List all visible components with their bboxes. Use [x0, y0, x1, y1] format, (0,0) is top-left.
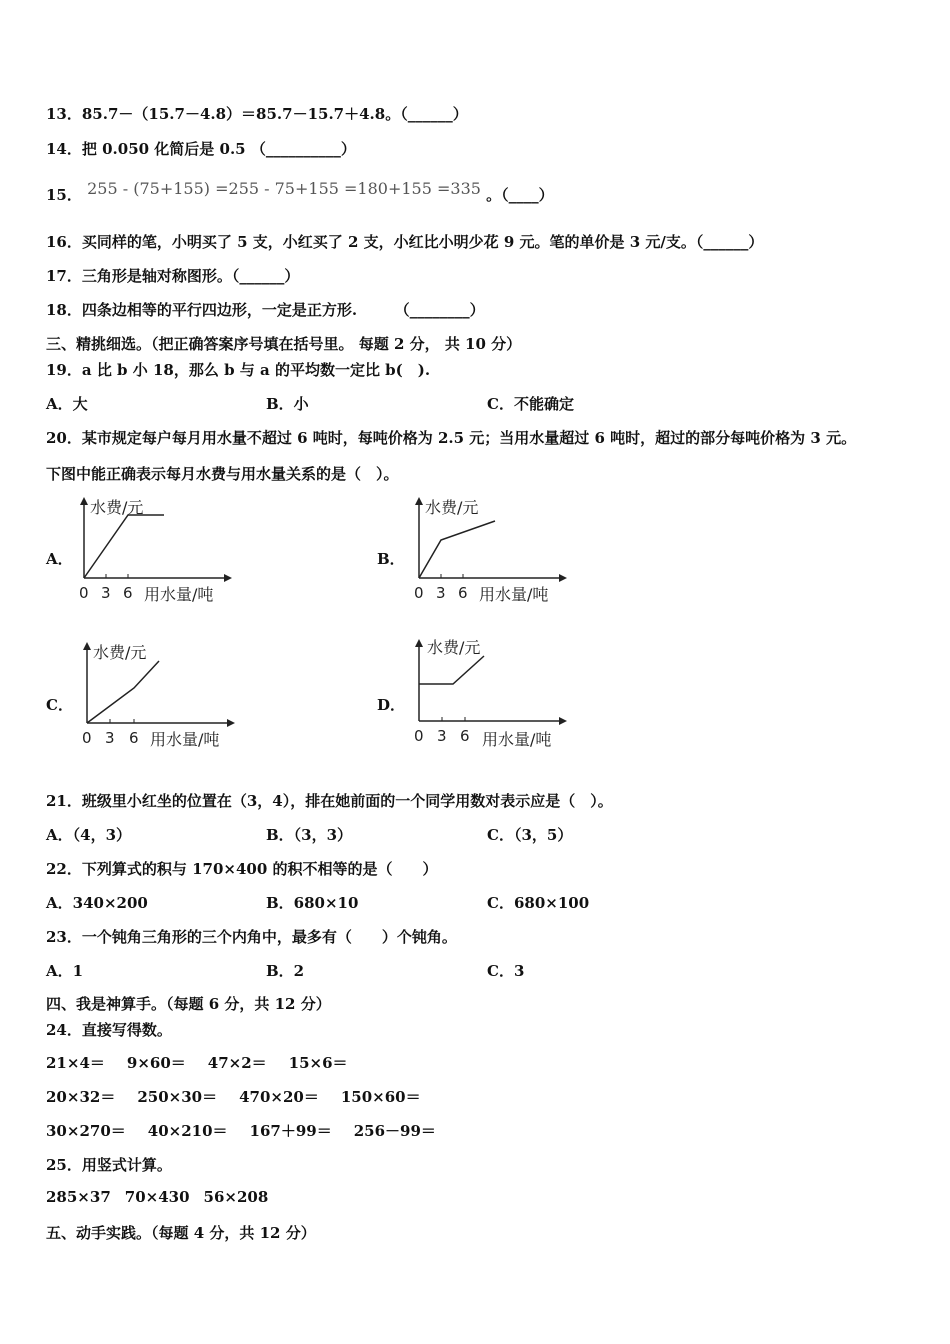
- question-20-stem-line-2: 下图中能正确表示每月水费与用水量关系的是（ ）。: [46, 465, 399, 483]
- calc-item: 47×2＝: [207, 1054, 267, 1072]
- graph-b-tick-3: 3: [436, 584, 446, 602]
- question-15-number: 15．: [46, 186, 82, 204]
- graph-b-tick-0: 0: [414, 584, 424, 602]
- question-22-option-c: C．680×100: [487, 894, 590, 912]
- calc-item: 250×30＝: [137, 1088, 218, 1106]
- question-23-option-b: B．2: [266, 962, 305, 980]
- section-5-heading: 五、动手实践。（每题 4 分，共 12 分）: [46, 1224, 316, 1242]
- calc-item: 40×210＝: [147, 1122, 228, 1140]
- question-19-option-b: B．小: [266, 395, 309, 413]
- question-21-option-b: B．（3，3）: [266, 826, 353, 844]
- question-23-stem: 23．一个钝角三角形的三个内角中，最多有（ ）个钝角。: [46, 928, 457, 946]
- question-19-option-c: C．不能确定: [487, 395, 574, 413]
- question-17: 17．三角形是轴对称图形。（______）: [46, 267, 300, 285]
- section-3-heading: 三、精挑细选。（把正确答案序号填在括号里。 每题 2 分， 共 10 分）: [46, 335, 522, 353]
- calc-item: 30×270＝: [46, 1122, 126, 1140]
- question-19-stem: 19．a 比 b 小 18，那么 b 与 a 的平均数一定比 b( ).: [46, 361, 431, 379]
- question-22-option-a: A．340×200: [46, 894, 148, 912]
- question-22-stem: 22．下列算式的积与 170×400 的积不相等的是（ ）: [46, 860, 438, 878]
- question-15-blank: 。（____）: [486, 186, 554, 204]
- question-24-row-2: [46, 1086, 443, 1107]
- calc-item: 167＋99＝: [249, 1122, 332, 1140]
- calc-item: 20×32＝: [46, 1088, 116, 1106]
- graph-d-tick-0: 0: [414, 727, 424, 745]
- calc-item: 256－99＝: [353, 1122, 436, 1140]
- calc-item: 150×60＝: [340, 1088, 421, 1106]
- question-18: 18．四条边相等的平行四边形，一定是正方形. （________）: [46, 301, 485, 319]
- question-21-stem: 21．班级里小红坐的位置在（3，4），排在她前面的一个同学用数对表示应是（ ）。: [46, 792, 613, 810]
- vertical-calc-item: 56×208: [203, 1188, 269, 1206]
- graph-c-tick-6: 6: [129, 729, 139, 747]
- graph-d-tick-6: 6: [460, 727, 470, 745]
- question-20-option-b-label: B．: [377, 550, 405, 568]
- question-14: 14．把 0.050 化简后是 0.5 （__________）: [46, 140, 356, 158]
- section-4-heading: 四、我是神算手。（每题 6 分，共 12 分）: [46, 995, 331, 1013]
- question-20-option-d-label: D．: [377, 696, 406, 714]
- question-20-option-a-label: A．: [46, 550, 73, 568]
- question-20-graph-c: [77, 636, 257, 754]
- graph-a-tick-3: 3: [101, 584, 111, 602]
- question-19-option-a: A．大: [46, 395, 88, 413]
- question-20-graph-a: [74, 493, 254, 608]
- question-16: 16．买同样的笔，小明买了 5 支，小红买了 2 支，小红比小明少花 9 元。笔的单价是 3 元/支。（______）: [46, 233, 764, 251]
- question-21-option-a: A．（4，3）: [46, 826, 132, 844]
- calc-item: 9×60＝: [126, 1054, 186, 1072]
- graph-d-x-label: 用水量/吨: [482, 730, 552, 749]
- graph-b-x-label: 用水量/吨: [479, 585, 549, 604]
- graph-b-tick-6: 6: [458, 584, 468, 602]
- question-20-graph-b: [409, 493, 589, 608]
- question-22-option-b: B．680×10: [266, 894, 359, 912]
- graph-c-y-label: 水费/元: [93, 643, 147, 662]
- question-25-stem: 25．用竖式计算。: [46, 1156, 172, 1174]
- graph-d-y-label: 水费/元: [427, 638, 481, 657]
- graph-a-tick-6: 6: [123, 584, 133, 602]
- question-15-formula: 255 - (75+155) =255 - 75+155 =180+155 =335: [87, 179, 481, 198]
- question-20-stem-line-1: 20．某市规定每户每月用水量不超过 6 吨时，每吨价格为 2.5 元；当用水量超过 6 吨时，超过的部分每吨价格为 3 元。: [46, 429, 857, 447]
- question-24-stem: 24．直接写得数。: [46, 1021, 172, 1039]
- question-13: 13．85.7－（15.7－4.8）＝85.7－15.7＋4.8。（______）: [46, 105, 468, 123]
- graph-d-tick-3: 3: [437, 727, 447, 745]
- graph-c-tick-0: 0: [82, 729, 92, 747]
- graph-a-x-label: 用水量/吨: [144, 585, 214, 604]
- question-15: [46, 178, 554, 204]
- question-23-option-c: C．3: [487, 962, 525, 980]
- question-24-row-1: [46, 1052, 370, 1073]
- calc-item: 470×20＝: [239, 1088, 319, 1106]
- graph-a-y-label: 水费/元: [90, 498, 144, 517]
- question-20-graph-d: [409, 633, 589, 751]
- calc-item: 15×6＝: [288, 1054, 348, 1072]
- question-25-items: [46, 1188, 290, 1206]
- vertical-calc-item: 285×37: [46, 1188, 111, 1206]
- graph-c-tick-3: 3: [105, 729, 115, 747]
- graph-a-tick-0: 0: [79, 584, 89, 602]
- question-20-option-c-label: C．: [46, 696, 73, 714]
- graph-b-y-label: 水费/元: [425, 498, 479, 517]
- calc-item: 21×4＝: [46, 1054, 105, 1072]
- vertical-calc-item: 70×430: [124, 1188, 190, 1206]
- question-24-row-3: [46, 1120, 458, 1141]
- graph-c-x-label: 用水量/吨: [150, 730, 220, 749]
- question-23-option-a: A．1: [46, 962, 84, 980]
- question-21-option-c: C．（3，5）: [487, 826, 573, 844]
